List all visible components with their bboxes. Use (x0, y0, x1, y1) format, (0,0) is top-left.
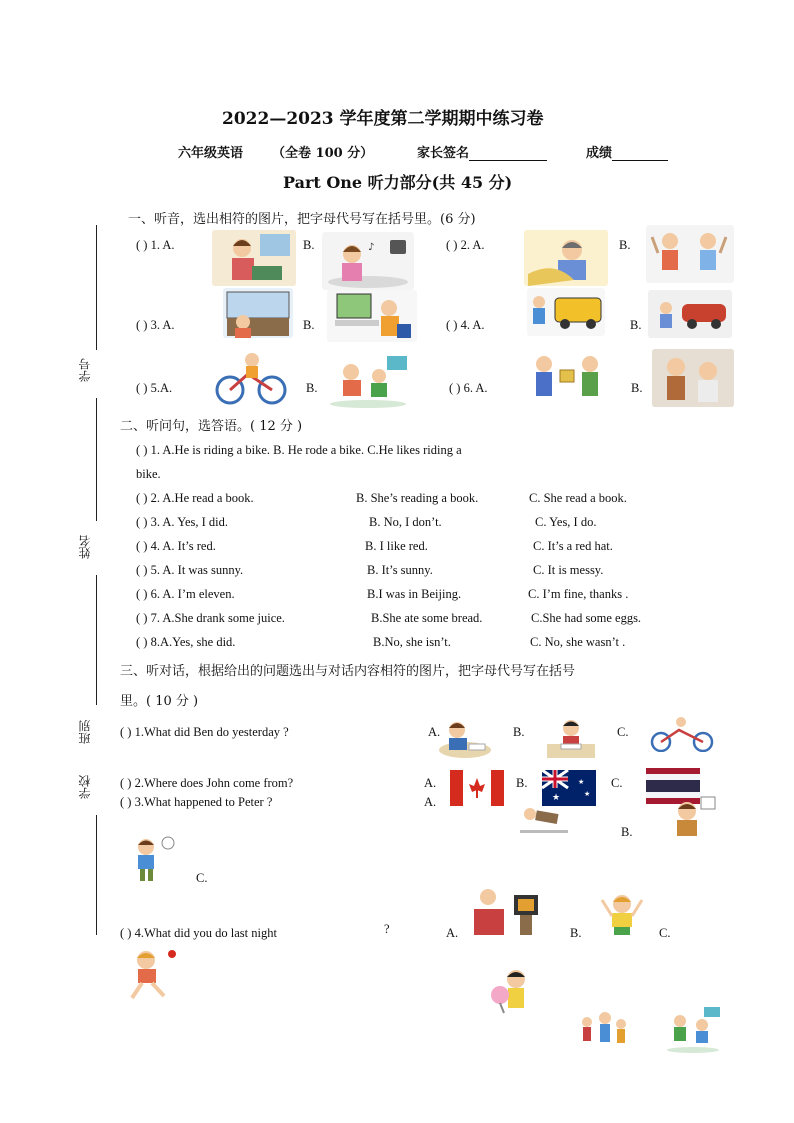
s2-question-8: ( ) 8.A.Yes, she did. (136, 635, 236, 649)
s2-option-b: B.I was in Beijing. (367, 587, 462, 601)
s3-option-a: A. (424, 795, 437, 809)
score-label: 成绩 (586, 142, 668, 161)
total-score-label: （全卷 100 分） (272, 146, 374, 161)
s2-option-c: C. It is messy. (533, 563, 604, 577)
boy-cycling-picture (647, 716, 717, 752)
s2-question-1-cont: bike. (136, 467, 161, 481)
s2-option-c: C. She read a book. (529, 491, 627, 505)
s2-question-1: ( ) 1. A.He is riding a bike. B. He rode a bike. C.He likes riding a (136, 443, 462, 457)
s3-option-c: C. (617, 725, 629, 739)
school-label: 学校 (78, 775, 92, 799)
s1-option-b: B. (306, 381, 318, 395)
kids-playing-picture (323, 352, 413, 410)
svg-text:★: ★ (578, 778, 585, 786)
class-label: 班别 (78, 720, 92, 744)
car-accident-picture (648, 290, 732, 338)
boy-missing-bus-picture (527, 288, 605, 336)
s1-question-1: ( ) 1. A. (136, 238, 175, 252)
s1-option-b: B. (631, 381, 643, 395)
s3-question-mark: ? (384, 922, 390, 936)
watching-tv-picture (470, 885, 542, 941)
s2-question-2: ( ) 2. A.He read a book. (136, 491, 254, 505)
girl-reading-picture (543, 716, 599, 762)
s3-question-2: ( ) 2.Where does John come from? (120, 776, 294, 790)
boy-riding-bike-picture (212, 350, 290, 406)
s1-option-b: B. (630, 318, 642, 332)
boy-fell-picture (516, 800, 572, 836)
grade-label: 六年级英语 (178, 146, 244, 161)
s3-option-b: B. (513, 725, 525, 739)
girl-listening-music-picture (322, 232, 414, 290)
s3-option-b: B. (516, 776, 528, 790)
boy-with-headache-picture (663, 795, 717, 839)
s2-option-c: C. It’s a red hat. (533, 539, 613, 553)
girl-cotton-candy-picture (488, 965, 542, 1017)
section1-heading: 一、听音，选出相符的图片，把字母代号写在括号里。(6 分) (128, 212, 476, 227)
canada-flag-picture (450, 770, 504, 806)
s1-question-6: ( ) 6. A. (449, 381, 488, 395)
s2-option-b: B.She ate some bread. (371, 611, 483, 625)
s2-option-c: C. I’m fine, thanks . (528, 587, 629, 601)
parent-sign-label: 家长签名 (417, 142, 547, 161)
s2-option-b: B.No, she isn’t. (373, 635, 451, 649)
sick-boy-picture (524, 230, 608, 286)
s1-question-4: ( ) 4. A. (446, 318, 485, 332)
kids-waving-picture (646, 225, 734, 283)
svg-text:♪: ♪ (368, 242, 375, 253)
s2-option-c: C. No, she wasn’t . (530, 635, 626, 649)
s2-option-b: B. It’s sunny. (367, 563, 433, 577)
girl-running-picture (120, 946, 182, 1002)
s1-question-3: ( ) 3. A. (136, 318, 175, 332)
s3-option-b: B. (570, 926, 582, 940)
s2-question-3: ( ) 3. A. Yes, I did. (136, 515, 229, 529)
bank-counter-picture (223, 288, 293, 338)
name-label: 姓名 (78, 535, 92, 559)
boy-hurt-picture (120, 835, 178, 883)
s1-question-5: ( ) 5.A. (136, 381, 173, 395)
svg-text:★: ★ (584, 790, 591, 798)
s2-question-6: ( ) 6. A. I’m eleven. (136, 587, 235, 601)
s3-option-c: C. (196, 871, 208, 885)
section3-heading-cont: 里。( 10 分 ) (120, 694, 199, 709)
s3-question-3: ( ) 3.What happened to Peter ? (120, 795, 273, 809)
s2-question-4: ( ) 4. A. It’s red. (136, 539, 216, 553)
s1-option-b: B. (619, 238, 631, 252)
s2-question-7: ( ) 7. A.She drank some juice. (136, 611, 285, 625)
binding-line (96, 575, 97, 705)
s1-option-b: B. (303, 318, 315, 332)
part-heading: Part One 听力部分(共 45 分) (283, 173, 513, 192)
girl-with-grandma-picture (652, 349, 734, 407)
binding-line (96, 398, 97, 521)
binding-line (96, 815, 97, 935)
s3-question-1: ( ) 1.What did Ben do yesterday ? (120, 725, 289, 739)
s1-question-2: ( ) 2. A. (446, 238, 485, 252)
s2-question-5: ( ) 5. A. It was sunny. (136, 563, 244, 577)
section2-heading: 二、听问句，选答语。( 12 分 ) (120, 419, 303, 434)
s3-option-a: A. (424, 776, 437, 790)
section3-heading: 三、听对话，根据给出的问题选出与对话内容相符的图片，把字母代号写在括号 (120, 664, 576, 679)
s2-option-c: C. Yes, I do. (535, 515, 597, 529)
s3-option-b: B. (621, 825, 633, 839)
s3-question-4: ( ) 4.What did you do last night (120, 926, 277, 940)
s3-option-c: C. (611, 776, 623, 790)
s2-option-b: B. She’s reading a book. (356, 491, 479, 505)
s2-option-c: C.She had some eggs. (531, 611, 642, 625)
s3-option-c: C. (659, 926, 671, 940)
boy-writing-picture (435, 716, 493, 760)
binding-line (96, 225, 97, 350)
s3-option-a: A. (428, 725, 441, 739)
kids-playing-picture (662, 1005, 724, 1055)
s2-option-b: B. No, I don’t. (369, 515, 442, 529)
s2-option-b: B. I like red. (365, 539, 428, 553)
boy-computer-picture (327, 290, 417, 342)
s1-option-b: B. (303, 238, 315, 252)
svg-text:★: ★ (552, 793, 561, 803)
giving-gift-picture (524, 350, 610, 408)
children-group-picture (577, 1010, 633, 1054)
page-title: 2022—2023 学年度第二学期期中练习卷 (222, 109, 544, 129)
s3-option-a: A. (446, 926, 459, 940)
student-no-label: 学号 (78, 358, 92, 382)
girl-cleaning-picture (212, 230, 296, 286)
girl-jumping-picture (598, 890, 646, 940)
